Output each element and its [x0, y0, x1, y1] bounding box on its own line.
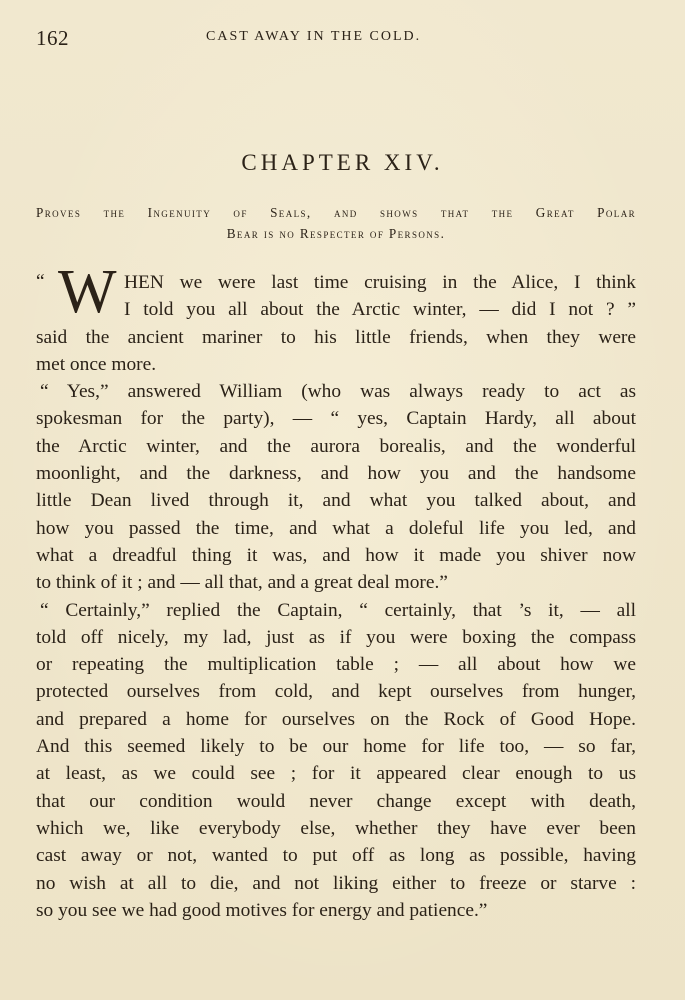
text-line: And this seemed likely to be our home for life too, — so far, — [36, 736, 636, 758]
text-line: I told you all about the Arctic winter, — did I not ? ” — [124, 299, 636, 321]
text-line: how you passed the time, and what a doleful life you led, and — [36, 517, 636, 539]
text-line: or repeating the multiplication table ; — all about how we — [36, 654, 636, 676]
text-line: told off nicely, my lad, just as if you were boxing the compass — [36, 626, 636, 648]
text-line: and prepared a home for ourselves on the Rock of Good Hope. — [36, 708, 636, 730]
text-line: met once more. — [36, 353, 157, 375]
chapter-summary-line: Bear is no Respecter of Persons. — [226, 226, 446, 241]
text-line: HEN we were last time cruising in the Alice, I think — [124, 272, 636, 293]
drop-cap-letter: W — [58, 258, 117, 326]
chapter-title: CHAPTER XIV. — [241, 150, 444, 175]
text-line: little Dean lived through it, and what you talked about, and — [36, 490, 636, 512]
text-line: protected ourselves from cold, and kept ourselves from hunger, — [36, 681, 636, 703]
chapter-summary-line: Proves the Ingenuity of Seals, and shows that the Great Polar — [36, 205, 636, 220]
text-line: said the ancient mariner to his little friends, when they were — [36, 326, 636, 348]
text-line: that our condition would never change except with death, — [36, 790, 636, 812]
page-number: 162 — [36, 26, 69, 50]
text-line: what a dreadful thing it was, and how it made you shiver now — [36, 544, 636, 566]
text-line: at least, as we could see ; for it appeared clear enough to us — [36, 763, 636, 785]
running-head — [36, 26, 649, 50]
text-line: “ Yes,” answered William (who was always ready to act as — [40, 381, 636, 403]
text-line: to think of it ; and — all that, and a great deal more.” — [36, 572, 448, 594]
text-line: so you see we had good motives for energy and patience.” — [36, 899, 488, 921]
text-line: which we, like everybody else, whether they have ever been — [36, 817, 636, 839]
text-line: “ Certainly,” replied the Captain, “ certainly, that ’s it, — all — [40, 599, 636, 621]
text-line: spokesman for the party), — “ yes, Captain Hardy, all about — [36, 408, 636, 430]
text-line: moonlight, and the darkness, and how you and the handsome — [36, 463, 636, 485]
text-line: the Arctic winter, and the aurora borealis, and the wonderful — [36, 435, 636, 457]
chapter-summary — [36, 202, 636, 244]
body-text — [36, 269, 636, 924]
running-title: CAST AWAY IN THE COLD. — [206, 29, 422, 44]
text-line: cast away or not, wanted to put off as long as possible, having — [36, 845, 636, 867]
opening-quote-mark: “ — [36, 271, 45, 292]
text-line: no wish at all to die, and not liking either to freeze or starve : — [36, 872, 636, 894]
